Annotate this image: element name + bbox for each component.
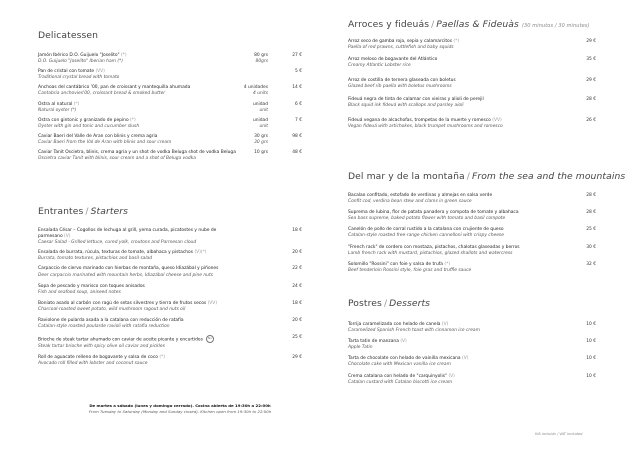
portion-size-en: 30 grs xyxy=(254,140,268,146)
dietary-tag: (V) xyxy=(64,234,71,240)
dish-name-text: Jamón Ibérico D.O. Guijuelo "Joselito" xyxy=(38,53,120,58)
menu-item xyxy=(348,245,596,257)
dish-name-en: Deer carpaccio marinated with mountain herbs, Idiazábal cheese and pine nuts xyxy=(38,272,213,278)
title-es: Entrantes xyxy=(38,206,84,217)
section-title-paellas xyxy=(348,19,590,30)
menu-item xyxy=(38,228,302,246)
menu-item xyxy=(348,262,596,274)
dish-name-en: Avocado roll filled with lobster and coconut sauce xyxy=(38,361,148,366)
price: 30 € xyxy=(586,244,596,250)
dish-name-en: Creamy Atlantic Lobster rice xyxy=(348,63,411,69)
dish-name-text: Ensalada de burrata, rúcula, texturas de tomate, albahaca y pistachos xyxy=(38,250,194,256)
dish-name-text: Bacalao confitado, estofado de verdinas y almejas en salsa verde xyxy=(348,193,493,198)
dish-name-text: Carpaccio de ciervo marinado con hierbas de montaña, queso Idiazábal y piñones xyxy=(38,266,219,272)
menu-item xyxy=(38,134,302,146)
price: 27 € xyxy=(292,53,302,58)
menu-item xyxy=(38,53,302,65)
menu-item xyxy=(348,78,596,90)
price: 29 € xyxy=(292,354,302,360)
portion-size xyxy=(253,102,268,114)
dish-name-text: Fideuá vegana de alcachofas, trompetas de la muerte y romesco xyxy=(348,117,491,123)
menu-item xyxy=(348,339,596,351)
menu-item xyxy=(348,210,596,222)
menu-item xyxy=(38,250,302,262)
title-en: Paellas & Fideuàs xyxy=(436,19,519,30)
dietary-tag: (*) xyxy=(453,39,460,44)
price: 32 € xyxy=(586,261,596,267)
dietary-tag: (VV) xyxy=(95,69,105,75)
dish-name-text: Arroz seco de gamba roja, sepia y calamarcitos xyxy=(348,39,453,44)
dish-name-en: Catalan-style roasted free-range chicken cannelloni with crispy cheese xyxy=(348,233,504,239)
dish-name-text: Canelón de pollo de corral rustido a la catalana con crujiente de queso xyxy=(348,227,504,233)
price: 5 € xyxy=(295,69,302,75)
menu-item xyxy=(38,318,302,330)
title-separator: / xyxy=(383,298,388,309)
delicatessen-list xyxy=(38,53,302,162)
starters-list xyxy=(38,228,302,367)
portion-size xyxy=(253,118,268,130)
title-en: Starters xyxy=(90,206,129,217)
dish-name-en: Traditional crystal bread with tomato xyxy=(38,75,120,81)
menu-item xyxy=(38,284,302,296)
dish-name-es xyxy=(38,228,302,240)
title-es: Arroces y fideuás xyxy=(348,19,430,30)
price: 26 € xyxy=(586,117,596,123)
vat-note: IVA incluido / VAT included xyxy=(535,432,583,436)
menu-item xyxy=(348,118,596,130)
section-title-sea-mountain xyxy=(348,171,625,182)
sea-mountain-list xyxy=(348,193,596,274)
menu-item xyxy=(38,69,302,81)
dish-name-text: Boniato asado al carbón con ragú de setas silvestres y tierra de frutos secos xyxy=(38,300,207,306)
portion-size-en: unit xyxy=(259,107,268,113)
dish-name-en: Chocolate cake with Mexican vanilla ice cream xyxy=(348,362,451,368)
price: 18 € xyxy=(292,228,302,233)
section-title-delicatessen: Delicatessen xyxy=(38,30,99,41)
section-title-desserts xyxy=(348,298,430,309)
menu-item xyxy=(348,322,596,334)
dish-name-en: Beef tenderloin Rossini style, foie gras and truffle sauce xyxy=(348,267,472,273)
portion-size-es: unidad xyxy=(252,101,268,107)
dietary-tag: (VV) xyxy=(207,300,218,306)
dietary-tag: (*) xyxy=(130,117,136,123)
price: 20 € xyxy=(292,250,302,256)
desserts-list xyxy=(348,322,596,386)
price: 14 € xyxy=(292,85,302,91)
price: 20 € xyxy=(292,318,302,324)
portion-size-es: 10 grs xyxy=(254,150,268,156)
opening-hours-es: De martes a sábado (lunes y domingo cerrado). Cocina abierta de 19:30h a 22:00h xyxy=(89,403,271,408)
dish-name-en: Steak tartar brioche with spicy olive oil caviar and pickles xyxy=(38,343,165,349)
dish-name-en: D.O. Guijuelo "Joselito" Iberian ham (*) xyxy=(38,59,123,65)
dish-name-text: Arroz meloso de bogavante del Atlántico xyxy=(348,57,438,63)
portion-size xyxy=(254,53,268,65)
dish-name-text: Ostra al natural xyxy=(38,101,73,107)
dish-name-text: Anchoas del cantábrico '00, pan de croissant y mantequilla ahumada xyxy=(38,85,191,91)
opening-hours xyxy=(70,403,290,414)
dietary-tag: (V) xyxy=(448,373,455,379)
price: 18 € xyxy=(292,300,302,306)
dish-name-text: Arroz de costilla de ternera glaseada con boletus xyxy=(348,78,456,84)
menu-item xyxy=(38,301,302,313)
dietary-tag: (*) xyxy=(120,53,127,58)
dish-name-en: Apple Tatin xyxy=(348,345,373,351)
title-separator: / xyxy=(431,19,435,30)
menu-item xyxy=(348,97,596,109)
dish-name-text: Tarta tatin de manzana xyxy=(348,339,399,345)
dish-name-en: Catalan custard with Catalan biscotti ice cream xyxy=(348,379,453,385)
menu-item xyxy=(348,227,596,239)
dish-name-en: Oscietra caviar Tanit with blinis, sour cream and a shot of Beluga vodka xyxy=(38,156,196,162)
dish-name-text: "French rack" de cordero con mostaza, pistachos, chalotas glaseadas y berros xyxy=(348,244,520,250)
price: 10 € xyxy=(586,322,596,327)
dish-name-text: Caviar Baeri del Valle de Aran con blinis y crema agria xyxy=(38,133,158,139)
dietary-tag: (V) xyxy=(400,339,407,345)
dish-name-en: Cantabria anchovies'00, croissant bread & smoked butter xyxy=(38,91,166,97)
title-separator: / xyxy=(466,171,470,182)
price: 25 € xyxy=(586,227,596,233)
dietary-tag: (V)(*) xyxy=(194,250,207,256)
price: 98 € xyxy=(292,133,302,139)
price: 25 € xyxy=(292,335,302,341)
portion-size xyxy=(244,85,268,97)
portion-size-es: 30 grs xyxy=(254,133,268,139)
dish-name-text: Roll de aguacate relleno de bogavante y salsa de coco xyxy=(38,354,158,360)
dish-name-text: Crema catalana con helado de "carquinyolis" xyxy=(348,373,448,379)
title-en: From the sea and the mountains xyxy=(471,171,626,182)
price: 22 € xyxy=(292,266,302,272)
dish-name-es xyxy=(38,335,302,344)
dish-name-en: Oyster with gin and tonic and cucumber slush xyxy=(38,123,140,129)
dish-name-en: Catalan-style roasted poularde ravioli with ratafia reduction xyxy=(38,324,170,330)
dish-name-text: Caviar Tanit Oscietra, blinis, crema agria y un shot de vodka Beluga shot de vodka Beluga xyxy=(38,150,236,156)
portion-size-es: 80 grs xyxy=(254,53,268,58)
portion-size-en: 80grs xyxy=(255,59,268,65)
dish-name-en: Confit cod, verdina bean stew and clams in green sauce xyxy=(348,199,472,205)
dietary-tag: (*) xyxy=(73,101,80,107)
opening-hours-en: From Tuesday to Saturday (Monday and Sunday closed). Kitchen open from 19:30h to 22:00h xyxy=(88,408,272,414)
dish-name-text: Tarta de chocolate con helado de vainilla mexicana xyxy=(348,356,461,362)
title-es: Postres xyxy=(348,298,382,309)
title-es: Del mar y de la montaña xyxy=(348,171,465,182)
paellas-list xyxy=(348,39,596,130)
menu-item xyxy=(348,39,596,51)
price: 29 € xyxy=(586,39,596,44)
dish-name-text: Sopa de pescado y marisco con toques anisados xyxy=(38,283,145,289)
price: 10 € xyxy=(586,373,596,379)
special-badge-icon: Sin xyxy=(206,335,214,343)
dish-name-en: Paella of red prawns, cuttlefish and baby squids xyxy=(348,45,454,51)
dish-name-en: Fish and seafood soup, aniseed notes xyxy=(38,289,121,295)
portion-size-en: 4 units xyxy=(253,91,268,97)
dish-name-en: Charcoal-roasted sweet potato, wild mushroom ragout and nuts oil xyxy=(38,306,186,312)
menu-item xyxy=(38,85,302,97)
price: 7 € xyxy=(295,117,302,123)
dish-name-en: Sea bass supreme, baked potato flower with tomato and basil compote xyxy=(348,216,506,222)
dietary-tag: (V) xyxy=(462,356,469,362)
dish-name-text: Fideuá negra de tinta de calamar con vieiras y alioli de perejil xyxy=(348,96,484,102)
price: 10 € xyxy=(586,339,596,345)
dish-name-text: Torrija caramelizada con helado de canela xyxy=(348,322,441,327)
menu-item xyxy=(348,374,596,386)
menu-item xyxy=(348,193,596,205)
dish-name-text: Suprema de lubina, flor de patata panadera y compota de tomate y albahaca xyxy=(348,210,519,216)
price: 28 € xyxy=(586,193,596,198)
portion-size xyxy=(254,150,268,156)
dish-name-en: Caesar Salad - Grilled lettuce, cured yolk, croutons and Parmesan cloud xyxy=(38,240,197,246)
dish-name-text: Ostra con gintonic y granizado de pepino xyxy=(38,117,129,123)
dietary-tag: (*) xyxy=(159,354,165,360)
dish-name-en: Caramelized Spanish French toast with cinnamon ice cream xyxy=(348,328,480,334)
dish-name-en: Glazed beef rib paella with boletus mushrooms xyxy=(348,84,452,90)
portion-size-es: 4 unidades xyxy=(243,85,268,91)
price: 35 € xyxy=(586,57,596,63)
dietary-tag: (V) xyxy=(441,322,449,327)
price: 28 € xyxy=(586,210,596,216)
portion-size-en: unit xyxy=(259,123,268,129)
dish-name-en: Caviar Baeri from the Val de Aran with blinis and sour cream xyxy=(38,140,172,146)
portion-size xyxy=(254,134,268,146)
dish-name-en: Lamb french rack with mustard, pistachios, glazed shallots and watercress xyxy=(348,250,513,256)
price: 28 € xyxy=(586,96,596,102)
cooking-time-note: (30 minutos / 30 minutes) xyxy=(521,23,590,29)
price: 6 € xyxy=(295,101,302,107)
portion-size-es: unidad xyxy=(252,117,268,123)
dish-name-text: Raviolone de pularda asada a la catalana con reducción de ratafía xyxy=(38,318,184,324)
dish-name-en: Burrata, tomato textures, pistachios and basil salad xyxy=(38,256,153,262)
dish-name-text: Brioche de steak tartar ahumado con caviar de aceite picante y encurtidos xyxy=(38,337,203,343)
price: 10 € xyxy=(586,356,596,362)
dish-name-text: Solomillo "Rossini" con foie y salsa de trufa xyxy=(348,261,443,267)
menu-item xyxy=(38,266,302,278)
price: 48 € xyxy=(292,150,302,156)
menu-item xyxy=(38,102,302,114)
price: 24 € xyxy=(292,283,302,289)
menu-item xyxy=(38,118,302,130)
dish-name-en: Vegan fideuá with artichokes, black trumpet mushrooms and romesco xyxy=(348,123,503,129)
dish-name-text: Ensalada César – Cogollos de lechuga al grill, yema curada, picatostes y nube de parmesano xyxy=(38,228,217,240)
dish-name-text: Pan de cristal con tomate xyxy=(38,69,95,75)
dish-name-en: Natural oyster (*) xyxy=(38,107,77,113)
title-separator: / xyxy=(85,206,89,217)
dietary-tag: (VV) xyxy=(492,117,502,123)
menu-item xyxy=(348,356,596,368)
menu-item xyxy=(38,150,302,162)
title-en: Desserts xyxy=(389,298,431,309)
dish-name-en: Black squid ink fideuá with scallops and parsley aioli xyxy=(348,102,464,108)
menu-item xyxy=(38,355,302,367)
menu-item xyxy=(38,335,302,350)
section-title-starters xyxy=(38,206,128,217)
price: 29 € xyxy=(586,78,596,84)
dietary-tag: (*) xyxy=(444,261,451,267)
menu-item xyxy=(348,57,596,69)
